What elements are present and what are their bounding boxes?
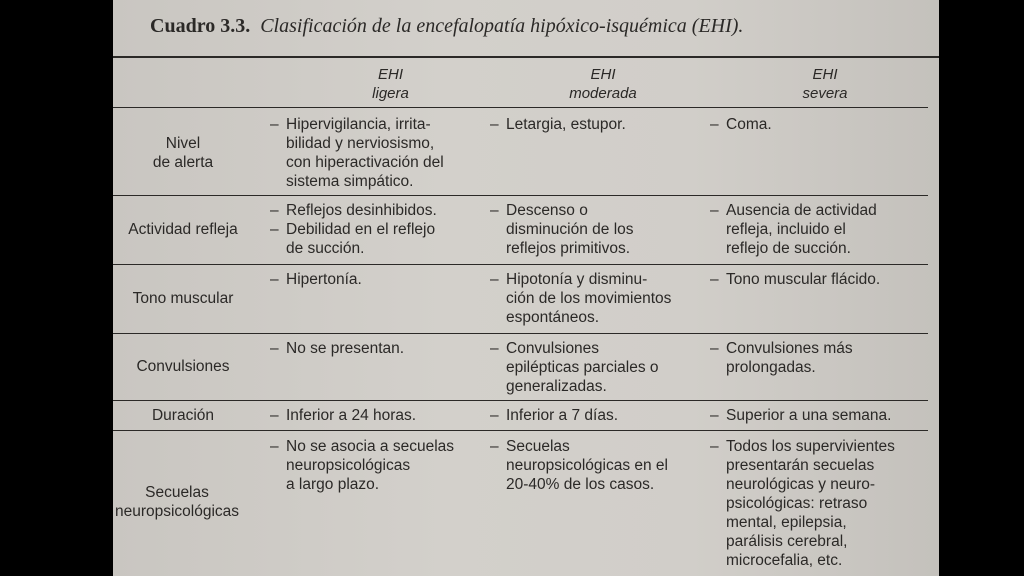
- document-page: [113, 0, 939, 576]
- cell-alerta-ligera: – Hipervigilancia, irrita- bilidad y nerviosismo, con hiperactivación del sistema simpático.: [270, 116, 444, 190]
- table-caption: [150, 15, 930, 38]
- row-label-actividad-refleja: Actividad refleja: [128, 221, 238, 238]
- caption-number: Cuadro 3.3.: [150, 15, 251, 37]
- row-rule: [113, 333, 928, 334]
- caption-title: Clasificación de la encefalopatía hipóxico-isquémica (EHI).: [260, 15, 744, 37]
- row-rule: [113, 400, 928, 401]
- header-rule: [113, 107, 928, 108]
- row-label-convulsiones: Convulsiones: [136, 358, 230, 375]
- top-rule: [113, 56, 939, 58]
- cell-duracion-severa: – Superior a una semana.: [710, 407, 892, 424]
- cell-tono-severa: – Tono muscular flácido.: [710, 271, 881, 288]
- cell-refleja-severa: – Ausencia de actividad refleja, incluido el reflejo de succión.: [710, 202, 877, 257]
- column-header-ligera: EHI ligera: [372, 66, 409, 102]
- cell-duracion-moderada: – Inferior a 7 días.: [490, 407, 619, 424]
- cell-convulsiones-ligera: – No se presentan.: [270, 340, 405, 357]
- cell-refleja-moderada: – Descenso o disminución de los reflejos primitivos.: [490, 202, 634, 257]
- cell-duracion-ligera: – Inferior a 24 horas.: [270, 407, 417, 424]
- row-label-tono-muscular: Tono muscular: [132, 290, 234, 307]
- column-header-moderada: EHI moderada: [569, 66, 637, 102]
- cell-tono-ligera: – Hipertonía.: [270, 271, 362, 288]
- row-label-secuelas: Secuelas neuropsicológicas: [114, 484, 240, 520]
- row-rule: [113, 430, 928, 431]
- cell-convulsiones-severa: – Convulsiones más prolongadas.: [710, 340, 853, 376]
- cell-secuelas-ligera: – No se asocia a secuelas neuropsicológicas a largo plazo.: [270, 438, 455, 493]
- row-rule: [113, 195, 928, 196]
- cell-refleja-ligera: – Reflejos desinhibidos. – Debilidad en el reflejo de succión.: [270, 202, 437, 257]
- cell-tono-moderada: – Hipotonía y disminu- ción de los movimientos espontáneos.: [490, 271, 672, 326]
- row-rule: [113, 264, 928, 265]
- row-label-duracion: Duración: [151, 407, 215, 424]
- cell-alerta-severa: – Coma.: [710, 116, 772, 133]
- cell-secuelas-severa: – Todos los supervivientes presentarán secuelas neurológicas y neuro- psicológicas: retraso mental, epilepsia, parálisis cerebral, microcefalia, etc.: [710, 438, 895, 569]
- cell-secuelas-moderada: – Secuelas neuropsicológicas en el 20-40% de los casos.: [490, 438, 668, 493]
- column-header-severa: EHI severa: [802, 66, 848, 102]
- cell-alerta-moderada: – Letargia, estupor.: [490, 116, 626, 133]
- cell-convulsiones-moderada: – Convulsiones epilépticas parciales o generalizadas.: [490, 340, 659, 395]
- row-label-nivel-alerta: Nivel de alerta: [152, 135, 214, 171]
